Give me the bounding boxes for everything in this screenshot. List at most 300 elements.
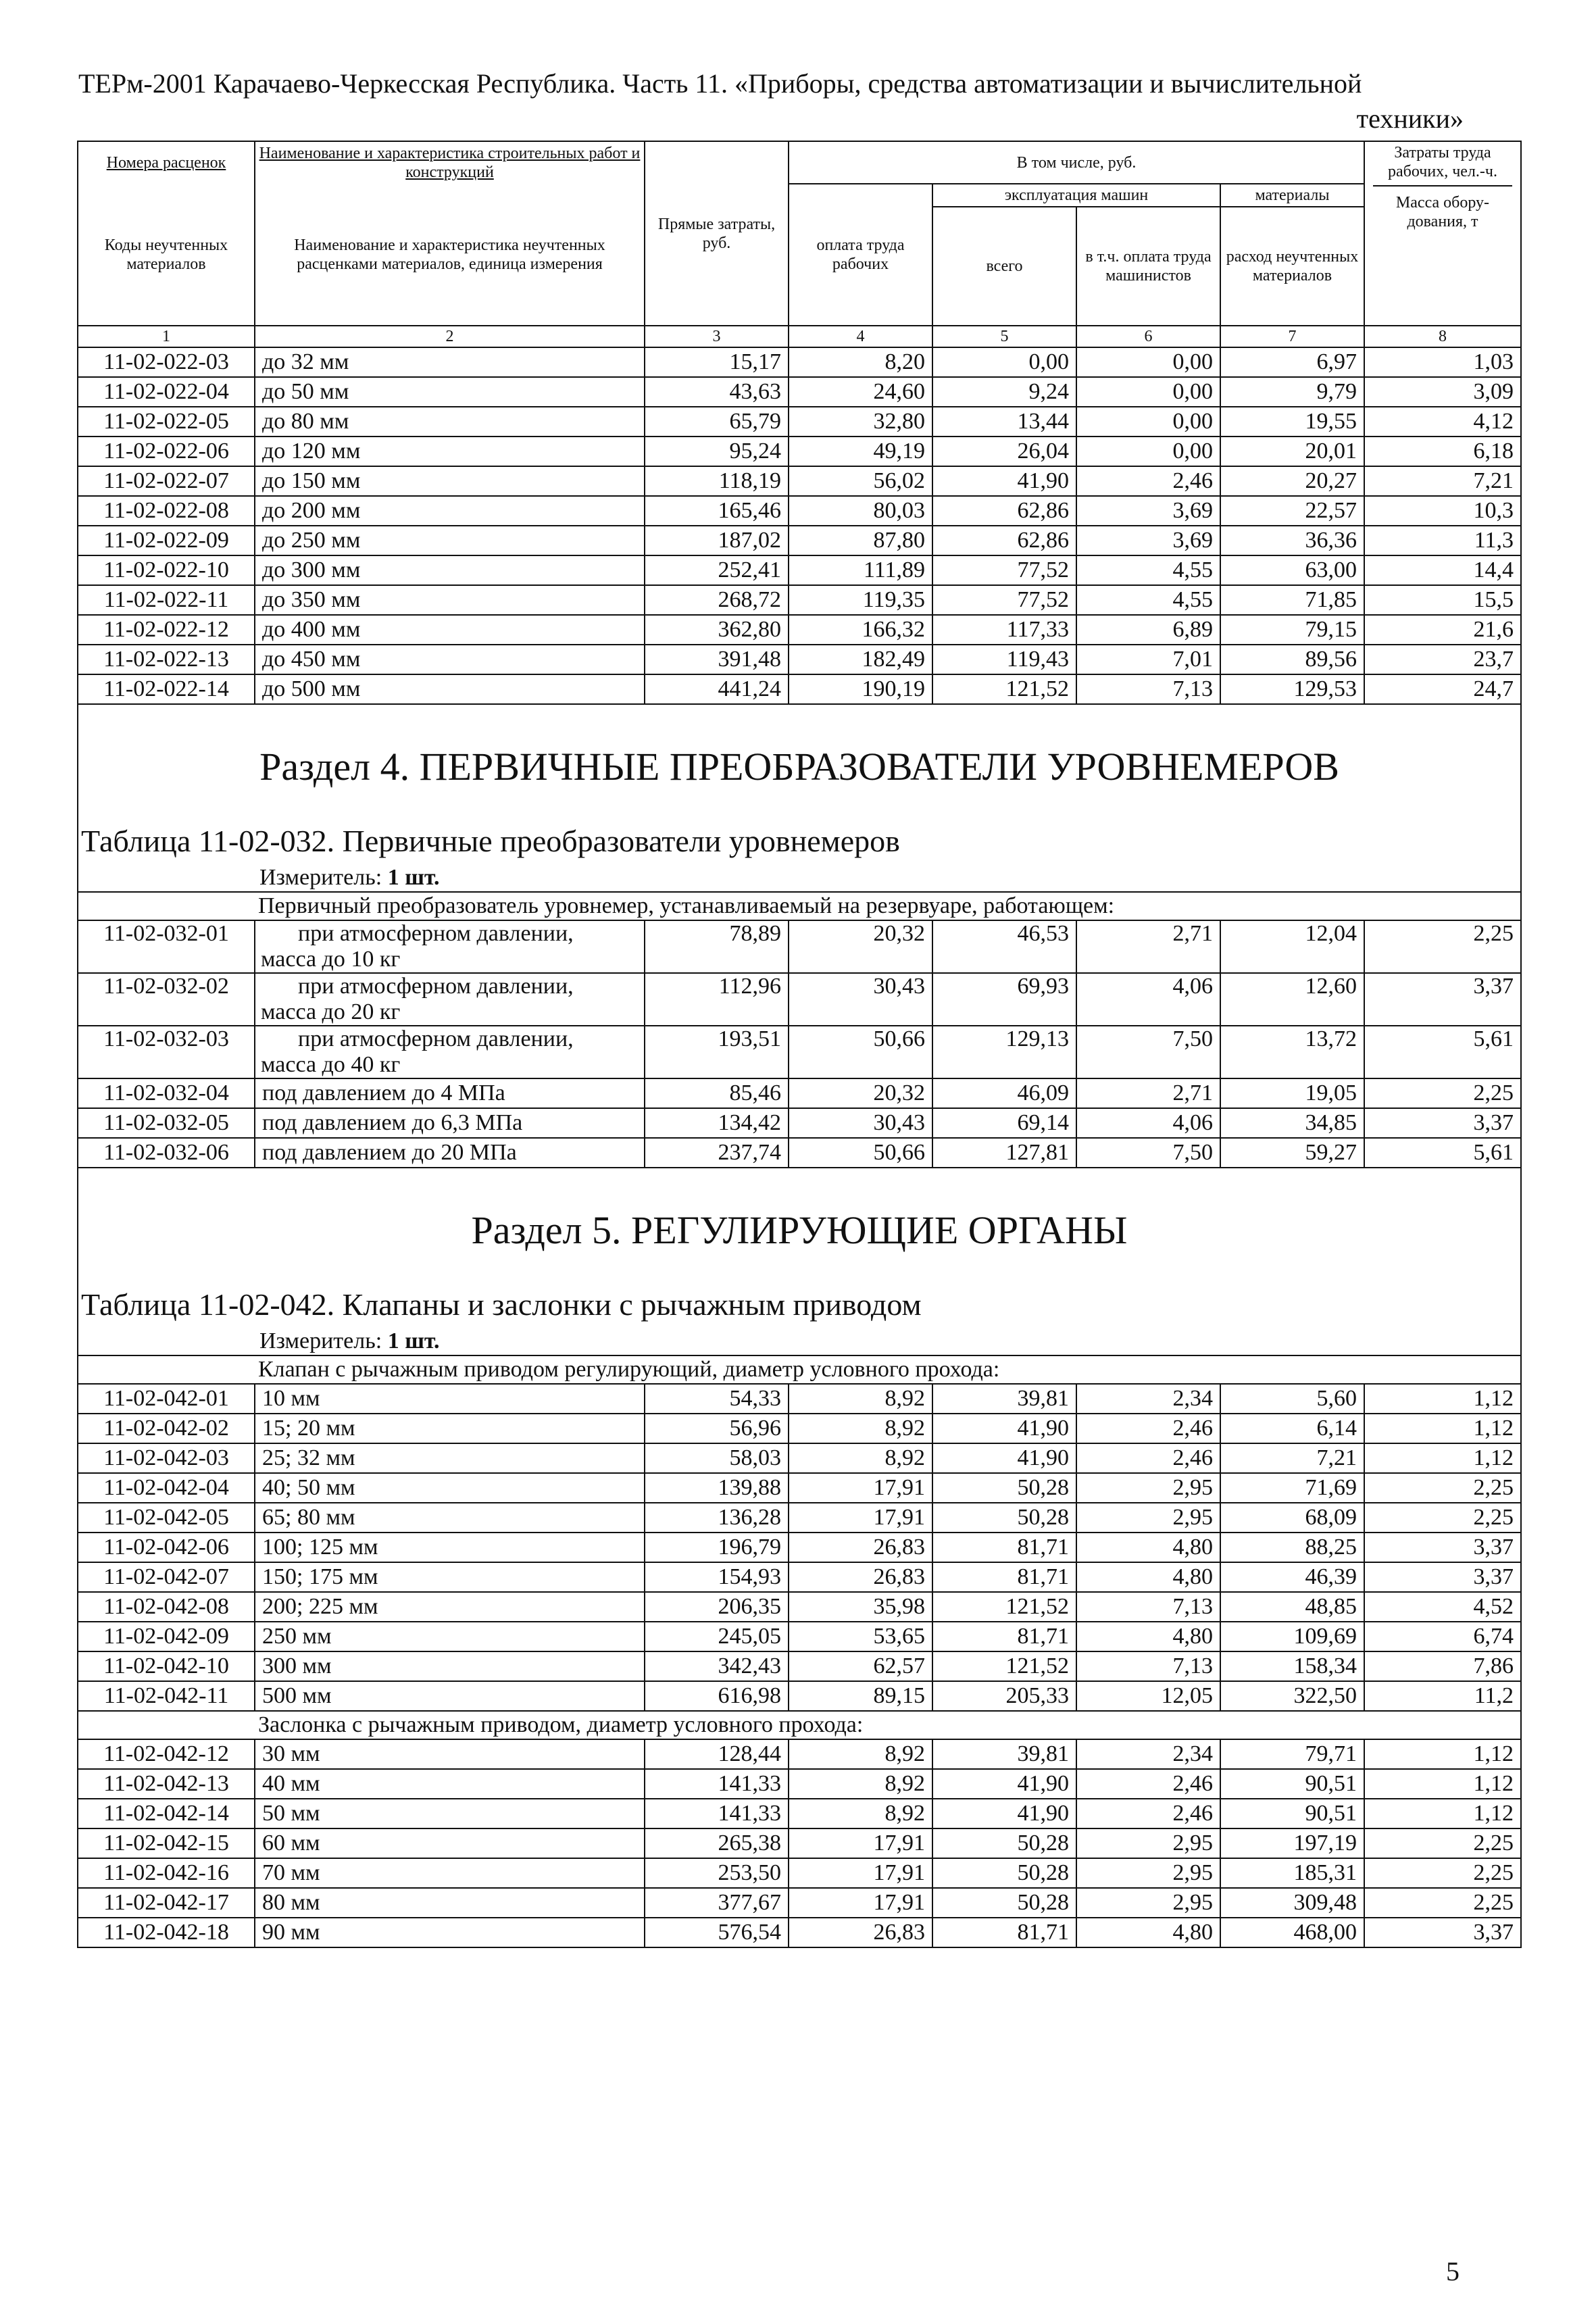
work-name-cell: 200; 225 мм [255,1592,645,1622]
machines-cost-cell: 127,81 [932,1138,1076,1168]
machines-cost-cell: 46,09 [932,1078,1076,1108]
rate-code-cell: 11-02-042-15 [78,1828,255,1858]
rate-code-cell: 11-02-042-01 [78,1384,255,1414]
work-name-line-1: при атмосферном давлении, [298,974,574,999]
meter-label-row [78,1328,1521,1355]
rate-code-cell: 11-02-022-14 [78,674,255,704]
labor-hours-cell: 23,7 [1364,645,1521,674]
direct-cost-cell: 187,02 [645,526,789,555]
col-number: 3 [645,326,789,347]
section-title: Раздел 4. ПЕРВИЧНЫЕ ПРЕОБРАЗОВАТЕЛИ УРОВНЕМЕРОВ [78,704,1521,811]
rate-code-cell: 11-02-022-03 [78,347,255,377]
labor-hours-cell: 11,2 [1364,1681,1521,1711]
materials-cost-cell: 36,36 [1220,526,1364,555]
materials-cost-cell: 90,51 [1220,1769,1364,1799]
table-row [78,1918,1521,1947]
work-name-cell: 30 мм [255,1739,645,1769]
labor-hours-cell: 2,25 [1364,1473,1521,1503]
machines-cost-cell: 69,14 [932,1108,1076,1138]
section-title-row [78,1168,1521,1274]
work-name-cell: до 150 мм [255,466,645,496]
direct-cost-cell: 245,05 [645,1622,789,1651]
col8-bottom-header: Масса обору-дования, т [1395,194,1490,230]
machines-cost-cell: 39,81 [932,1384,1076,1414]
labor-hours-cell: 15,5 [1364,585,1521,615]
machines-cost-cell: 81,71 [932,1622,1076,1651]
drivers-cost-cell: 7,50 [1076,1138,1220,1168]
labor-hours-cell: 2,25 [1364,1078,1521,1108]
rate-code-cell: 11-02-032-06 [78,1138,255,1168]
direct-cost-cell: 78,89 [645,920,789,973]
header-line-1: ТЕРм-2001 Карачаево-Черкесская Республика. Часть 11. «Приборы, средства автоматизации и вычислительной [78,68,1362,99]
work-name-cell: под давлением до 4 МПа [255,1078,645,1108]
table-row [78,1651,1521,1681]
labor-cost-cell: 30,43 [789,1108,932,1138]
drivers-cost-cell: 2,95 [1076,1473,1220,1503]
direct-cost-cell: 196,79 [645,1533,789,1562]
machines-cost-cell: 81,71 [932,1562,1076,1592]
rate-code-cell: 11-02-022-09 [78,526,255,555]
labor-cost-cell: 80,03 [789,496,932,526]
direct-cost-cell: 118,19 [645,466,789,496]
machines-cost-cell: 121,52 [932,1651,1076,1681]
direct-cost-cell: 134,42 [645,1108,789,1138]
labor-cost-cell: 8,92 [789,1384,932,1414]
meter-label [78,864,1521,892]
table-body [78,141,1521,1947]
labor-cost-cell: 8,92 [789,1799,932,1828]
meter-text: Измеритель: [259,865,382,890]
rate-code-cell: 11-02-032-03 [78,1026,255,1078]
section-title: Раздел 5. РЕГУЛИРУЮЩИЕ ОРГАНЫ [78,1168,1521,1274]
machines-cost-cell: 46,53 [932,920,1076,973]
rate-code-cell: 11-02-022-08 [78,496,255,526]
table-row [78,1473,1521,1503]
drivers-cost-cell: 2,34 [1076,1384,1220,1414]
rate-code-cell: 11-02-042-03 [78,1443,255,1473]
labor-cost-cell: 17,91 [789,1828,932,1858]
materials-cost-cell: 19,55 [1220,407,1364,437]
machines-cost-cell: 13,44 [932,407,1076,437]
table-row [78,407,1521,437]
direct-cost-cell: 141,33 [645,1769,789,1799]
work-name-cell: 250 мм [255,1622,645,1651]
labor-cost-cell: 17,91 [789,1888,932,1918]
labor-hours-cell: 5,61 [1364,1026,1521,1078]
machines-cost-cell: 117,33 [932,615,1076,645]
table-row [78,377,1521,407]
machines-cost-cell: 41,90 [932,1414,1076,1443]
group-header: В том числе, руб. [789,141,1364,184]
table-row [78,1828,1521,1858]
direct-cost-cell: 576,54 [645,1918,789,1947]
labor-cost-cell: 50,66 [789,1138,932,1168]
work-name-cell: до 80 мм [255,407,645,437]
work-name-cell [255,920,645,973]
drivers-cost-cell: 6,89 [1076,615,1220,645]
table-row [78,1026,1521,1078]
meter-label-row [78,864,1521,892]
drivers-cost-cell: 2,34 [1076,1739,1220,1769]
table-row [78,347,1521,377]
materials-cost-cell: 5,60 [1220,1384,1364,1414]
materials-cost-cell: 79,15 [1220,615,1364,645]
labor-cost-cell: 190,19 [789,674,932,704]
labor-hours-cell: 10,3 [1364,496,1521,526]
labor-cost-cell: 32,80 [789,407,932,437]
rate-code-cell: 11-02-042-16 [78,1858,255,1888]
materials-cost-cell: 59,27 [1220,1138,1364,1168]
labor-hours-cell: 14,4 [1364,555,1521,585]
labor-cost-cell: 17,91 [789,1503,932,1533]
table-row [78,585,1521,615]
labor-hours-cell: 21,6 [1364,615,1521,645]
materials-cost-header: расход неучтенных материалов [1220,207,1364,326]
rate-code-cell: 11-02-022-11 [78,585,255,615]
machines-cost-cell: 77,52 [932,585,1076,615]
labor-cost-cell: 17,91 [789,1858,932,1888]
work-name-cell: 100; 125 мм [255,1533,645,1562]
drivers-cost-cell: 0,00 [1076,437,1220,466]
rate-code-cell: 11-02-022-12 [78,615,255,645]
rate-code-cell: 11-02-042-06 [78,1533,255,1562]
machines-cost-cell: 41,90 [932,1799,1076,1828]
drivers-cost-cell: 7,13 [1076,674,1220,704]
labor-hours-cell: 3,09 [1364,377,1521,407]
direct-cost-cell: 95,24 [645,437,789,466]
machines-cost-cell: 41,90 [932,1443,1076,1473]
meter-value: 1 шт. [387,1328,440,1353]
table-row [78,555,1521,585]
table-row [78,1138,1521,1168]
labor-cost-cell: 20,32 [789,920,932,973]
table-row [78,1078,1521,1108]
drivers-cost-cell: 3,69 [1076,526,1220,555]
table-row [78,526,1521,555]
rate-code-cell: 11-02-022-05 [78,407,255,437]
drivers-cost-cell: 0,00 [1076,407,1220,437]
labor-hours-cell: 3,37 [1364,1918,1521,1947]
materials-cost-cell: 9,79 [1220,377,1364,407]
work-name-cell [255,1026,645,1078]
work-name-cell: до 450 мм [255,645,645,674]
drivers-cost-cell: 2,71 [1076,1078,1220,1108]
work-name-line-2: масса до 10 кг [261,947,401,972]
materials-cost-cell: 13,72 [1220,1026,1364,1078]
rate-code-cell: 11-02-022-10 [78,555,255,585]
column-numbers-row [78,326,1521,347]
materials-cost-cell: 22,57 [1220,496,1364,526]
table-row [78,645,1521,674]
materials-cost-cell: 129,53 [1220,674,1364,704]
section-title-row [78,704,1521,811]
direct-cost-cell: 206,35 [645,1592,789,1622]
drivers-cost-cell: 4,55 [1076,555,1220,585]
direct-cost-cell: 362,80 [645,615,789,645]
machines-cost-cell: 129,13 [932,1026,1076,1078]
rate-code-cell: 11-02-032-01 [78,920,255,973]
col-number: 6 [1076,326,1220,347]
work-name-cell: до 32 мм [255,347,645,377]
machines-cost-cell: 50,28 [932,1828,1076,1858]
materials-cost-cell: 90,51 [1220,1799,1364,1828]
col-number: 4 [789,326,932,347]
materials-cost-cell: 12,04 [1220,920,1364,973]
drivers-cost-cell: 2,95 [1076,1888,1220,1918]
labor-header: оплата труда рабочих [789,184,932,326]
table-row [78,1108,1521,1138]
labor-hours-cell: 5,61 [1364,1138,1521,1168]
labor-hours-cell: 3,37 [1364,1533,1521,1562]
machines-cost-cell: 205,33 [932,1681,1076,1711]
header-line-2: техники» [1356,103,1464,134]
table-row [78,1769,1521,1799]
labor-cost-cell: 24,60 [789,377,932,407]
group-title-row [78,1355,1521,1384]
rate-code-cell: 11-02-042-05 [78,1503,255,1533]
work-name-line-1: при атмосферном давлении, [298,1026,574,1051]
labor-hours-cell: 2,25 [1364,1828,1521,1858]
labor-cost-cell: 89,15 [789,1681,932,1711]
materials-cost-cell: 71,85 [1220,585,1364,615]
table-row [78,920,1521,973]
page-number: 5 [1446,2256,1460,2287]
machines-cost-cell: 121,52 [932,674,1076,704]
work-name-cell: до 120 мм [255,437,645,466]
col2-top-header: Наименование и характеристика строительных работ и конструкций [255,141,645,184]
labor-cost-cell: 111,89 [789,555,932,585]
labor-hours-cell: 3,37 [1364,1108,1521,1138]
materials-header: материалы [1220,184,1364,207]
labor-hours-cell: 1,12 [1364,1739,1521,1769]
rate-code-cell: 11-02-022-06 [78,437,255,466]
labor-hours-cell: 2,25 [1364,1888,1521,1918]
direct-cost-cell: 253,50 [645,1858,789,1888]
col1-bottom-header: Коды неучтенных материалов [78,184,255,326]
work-name-cell: 10 мм [255,1384,645,1414]
machines-cost-cell: 0,00 [932,347,1076,377]
labor-cost-cell: 8,20 [789,347,932,377]
group-title: Клапан с рычажным приводом регулирующий, диаметр условного прохода: [78,1355,1521,1384]
direct-cost-cell: 65,79 [645,407,789,437]
machines-cost-cell: 26,04 [932,437,1076,466]
labor-cost-cell: 8,92 [789,1769,932,1799]
machines-cost-cell: 50,28 [932,1473,1076,1503]
work-name-cell: до 500 мм [255,674,645,704]
machines-cost-cell: 77,52 [932,555,1076,585]
meter-value: 1 шт. [387,865,440,890]
table-title-row [78,811,1521,864]
work-name-cell: 15; 20 мм [255,1414,645,1443]
rate-code-cell: 11-02-042-07 [78,1562,255,1592]
materials-cost-cell: 322,50 [1220,1681,1364,1711]
labor-cost-cell: 87,80 [789,526,932,555]
labor-hours-cell: 2,25 [1364,1503,1521,1533]
work-name-cell: 25; 32 мм [255,1443,645,1473]
machines-cost-cell: 62,86 [932,526,1076,555]
machines-cost-cell: 9,24 [932,377,1076,407]
table-header-row-2 [78,184,1521,207]
table-row [78,1888,1521,1918]
materials-cost-cell: 68,09 [1220,1503,1364,1533]
col3-header: Прямые затраты, руб. [645,141,789,326]
drivers-cost-cell: 4,06 [1076,973,1220,1026]
work-name-cell: 65; 80 мм [255,1503,645,1533]
rate-code-cell: 11-02-042-12 [78,1739,255,1769]
materials-cost-cell: 19,05 [1220,1078,1364,1108]
materials-cost-cell: 185,31 [1220,1858,1364,1888]
rate-code-cell: 11-02-042-13 [78,1769,255,1799]
group-title-row [78,1711,1521,1739]
labor-hours-cell: 6,74 [1364,1622,1521,1651]
labor-hours-cell: 7,21 [1364,466,1521,496]
table-row [78,1443,1521,1473]
col1-top-header: Номера расценок [78,141,255,184]
machines-cost-cell: 50,28 [932,1888,1076,1918]
rates-table [77,141,1522,1948]
drivers-cost-cell: 7,50 [1076,1026,1220,1078]
rate-code-cell: 11-02-042-18 [78,1918,255,1947]
labor-hours-cell: 4,52 [1364,1592,1521,1622]
direct-cost-cell: 58,03 [645,1443,789,1473]
drivers-cost-cell: 4,80 [1076,1533,1220,1562]
table-row [78,1533,1521,1562]
materials-cost-cell: 46,39 [1220,1562,1364,1592]
rate-code-cell: 11-02-042-04 [78,1473,255,1503]
drivers-cost-cell: 2,95 [1076,1858,1220,1888]
col8-top-header: Затраты труда рабочих, чел.-ч. [1373,143,1512,186]
labor-cost-cell: 30,43 [789,973,932,1026]
work-name-cell: до 50 мм [255,377,645,407]
drivers-cost-cell: 7,01 [1076,645,1220,674]
table-row [78,1622,1521,1651]
machines-cost-cell: 119,43 [932,645,1076,674]
col-number: 2 [255,326,645,347]
labor-hours-cell: 3,37 [1364,1562,1521,1592]
drivers-cost-cell: 0,00 [1076,377,1220,407]
machines-cost-cell: 41,90 [932,1769,1076,1799]
table-title: Таблица 11-02-042. Клапаны и заслонки с рычажным приводом [78,1274,1521,1328]
direct-cost-cell: 252,41 [645,555,789,585]
labor-hours-cell: 1,12 [1364,1414,1521,1443]
labor-cost-cell: 26,83 [789,1918,932,1947]
materials-cost-cell: 34,85 [1220,1108,1364,1138]
materials-cost-cell: 12,60 [1220,973,1364,1026]
direct-cost-cell: 136,28 [645,1503,789,1533]
table-title-row [78,1274,1521,1328]
table-row [78,615,1521,645]
rate-code-cell: 11-02-032-04 [78,1078,255,1108]
work-name-cell: до 300 мм [255,555,645,585]
drivers-cost-cell: 7,13 [1076,1651,1220,1681]
labor-hours-cell: 24,7 [1364,674,1521,704]
table-row [78,1384,1521,1414]
drivers-cost-cell: 3,69 [1076,496,1220,526]
labor-hours-cell: 2,25 [1364,920,1521,973]
machines-header: эксплуатация машин [932,184,1220,207]
machines-cost-cell: 50,28 [932,1503,1076,1533]
work-name-cell: 500 мм [255,1681,645,1711]
machines-cost-cell: 121,52 [932,1592,1076,1622]
machines-total-header: всего [932,207,1076,326]
machines-cost-cell: 50,28 [932,1858,1076,1888]
work-name-cell: до 200 мм [255,496,645,526]
direct-cost-cell: 112,96 [645,973,789,1026]
work-name-cell: до 250 мм [255,526,645,555]
direct-cost-cell: 154,93 [645,1562,789,1592]
table-row [78,1799,1521,1828]
work-name-cell: под давлением до 6,3 МПа [255,1108,645,1138]
direct-cost-cell: 56,96 [645,1414,789,1443]
work-name-line-1: при атмосферном давлении, [298,921,574,946]
rate-code-cell: 11-02-022-04 [78,377,255,407]
materials-cost-cell: 88,25 [1220,1533,1364,1562]
drivers-cost-cell: 12,05 [1076,1681,1220,1711]
meter-label [78,1328,1521,1355]
col-number: 7 [1220,326,1364,347]
col8-header [1364,141,1521,326]
machines-drivers-header: в т.ч. оплата труда машинистов [1076,207,1220,326]
labor-cost-cell: 20,32 [789,1078,932,1108]
work-name-cell: до 400 мм [255,615,645,645]
col2-bottom-header: Наименование и характеристика неучтенных расценками материалов, единица измерения [255,184,645,326]
meter-text: Измеритель: [259,1328,382,1353]
table-row [78,674,1521,704]
materials-cost-cell: 71,69 [1220,1473,1364,1503]
table-row [78,437,1521,466]
labor-cost-cell: 182,49 [789,645,932,674]
work-name-cell [255,973,645,1026]
direct-cost-cell: 15,17 [645,347,789,377]
rate-code-cell: 11-02-042-17 [78,1888,255,1918]
work-name-cell: под давлением до 20 МПа [255,1138,645,1168]
table-row [78,1739,1521,1769]
drivers-cost-cell: 4,55 [1076,585,1220,615]
machines-cost-cell: 39,81 [932,1739,1076,1769]
drivers-cost-cell: 2,46 [1076,1443,1220,1473]
rate-code-cell: 11-02-042-10 [78,1651,255,1681]
machines-cost-cell: 62,86 [932,496,1076,526]
labor-cost-cell: 8,92 [789,1414,932,1443]
labor-cost-cell: 26,83 [789,1562,932,1592]
col-number: 1 [78,326,255,347]
materials-cost-cell: 63,00 [1220,555,1364,585]
rate-code-cell: 11-02-042-02 [78,1414,255,1443]
page-header [78,66,1464,136]
machines-cost-cell: 69,93 [932,973,1076,1026]
work-name-cell: 40; 50 мм [255,1473,645,1503]
table-row [78,466,1521,496]
rate-code-cell: 11-02-022-13 [78,645,255,674]
labor-hours-cell: 11,3 [1364,526,1521,555]
rate-code-cell: 11-02-022-07 [78,466,255,496]
labor-hours-cell: 1,12 [1364,1799,1521,1828]
drivers-cost-cell: 0,00 [1076,347,1220,377]
direct-cost-cell: 268,72 [645,585,789,615]
labor-cost-cell: 35,98 [789,1592,932,1622]
drivers-cost-cell: 7,13 [1076,1592,1220,1622]
table-row [78,973,1521,1026]
drivers-cost-cell: 2,46 [1076,1414,1220,1443]
materials-cost-cell: 109,69 [1220,1622,1364,1651]
table-row [78,1858,1521,1888]
table-row [78,1681,1521,1711]
direct-cost-cell: 85,46 [645,1078,789,1108]
direct-cost-cell: 342,43 [645,1651,789,1681]
col-number: 5 [932,326,1076,347]
materials-cost-cell: 20,01 [1220,437,1364,466]
labor-cost-cell: 56,02 [789,466,932,496]
